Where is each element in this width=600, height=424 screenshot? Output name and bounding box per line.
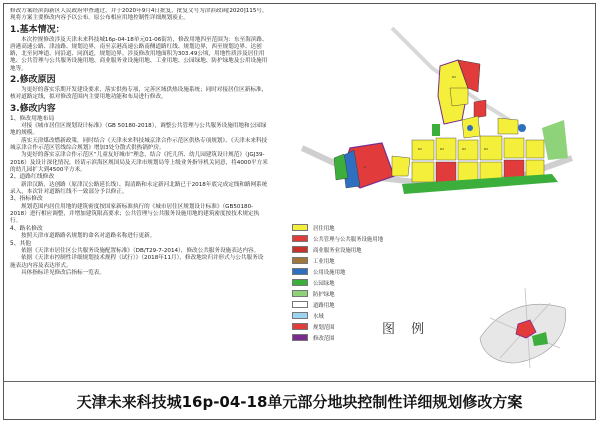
legend-label: 商业服务业设施用地 <box>313 247 362 254</box>
intro-paragraph: 修改方案经滨海新区人民政府审查通过，并于2020年9月4日批复，批复文号为津滨政函[2020]115号，现将方案主要修改内容予以公布。原公布相应用地控制性详细规划废止。 <box>10 8 268 22</box>
legend-swatch <box>292 290 308 297</box>
text-column <box>10 8 268 383</box>
legend-swatch <box>292 246 308 253</box>
legend <box>292 222 383 343</box>
legend-item <box>292 310 383 321</box>
legend-swatch <box>292 312 308 319</box>
content-paragraph: 依据《天津市控制性详细规划技术规程（试行）》（2018年11月），修改地块归并形式与公共服务设施表达内容及表达形式。 <box>10 255 264 269</box>
legend-label: 公用设施用地 <box>313 269 346 276</box>
content-list <box>10 116 268 278</box>
legend-label: 居住用地 <box>313 225 335 232</box>
basic-paragraph: 本次控规修改涉及天津未来科技城16p-04-18单元01-06街坊，修改用地四至范围为：东至海滨路、唐港高速公路、津汕路、规划边界，南至京港高速公路南侧道路红线、规划边界，西至规划边界、达创路，北至同坤道、同沿道、同润道，规划边界。涉及修改用地面积为303.49公顷，用地性质涉及居住用地、公共管理与公共服务设施用地、商业服务业设施用地、工业用地、公园绿地、防护绿地及公用设施用地等。 <box>10 36 268 72</box>
content-paragraph: 依据《天津市居住区公共服务设施配置标准》（DB/T29-7-2014），修改公共服务设施表达内容。 <box>21 248 260 255</box>
legend-item <box>292 288 383 299</box>
reason-heading: 2.修改原因 <box>10 75 56 86</box>
legend-item <box>292 277 383 288</box>
legend-item <box>292 222 383 233</box>
legend-label: 规划范围 <box>313 324 335 331</box>
legend-swatch <box>292 301 308 308</box>
content-paragraph: 规划范围内居住用地的建筑密度按国家新标准执行的《城市居住区规划设计标准》（GB50180-2018）进行相应调整，并增加建筑限高要求；公共管理与公共服务设施用地的建筑密度按技术规定执行。 <box>10 203 260 225</box>
land-use-map <box>272 8 588 216</box>
svg-text:R2: R2 <box>418 147 422 151</box>
reason-paragraph: 为更好的落实乐期开发建设要求，落实供热专项，完善区域供热设施系统；同时对接居住区新标准，核对道路定线，拟对修改范围内主要用地功能和布局进行修改。 <box>10 87 268 101</box>
content-paragraph: 落实天津煤改燃新政策，同时结合《天津未来科技城京津合作示范区供热专项规划》、《天津未来科技城京津合作示范区管线综合规划》增加3处分散式供热锅炉房。 <box>10 137 268 152</box>
content-heading: 3.修改内容 <box>10 103 56 114</box>
svg-text:R2: R2 <box>452 75 456 79</box>
content-subheading: 5、其他 <box>10 240 32 247</box>
svg-text:R2: R2 <box>484 147 488 151</box>
legend-swatch <box>292 279 308 286</box>
legend-label: 公共管理与公共服务设施用地 <box>313 236 384 243</box>
legend-swatch <box>292 235 308 242</box>
svg-text:R2: R2 <box>462 147 466 151</box>
legend-swatch <box>292 323 308 330</box>
legend-item <box>292 233 383 244</box>
content-subheading: 2、道路红线修改 <box>10 174 55 181</box>
legend-label: 防护绿地 <box>313 291 335 298</box>
basic-heading: 1.基本情况： <box>10 24 65 35</box>
legend-item <box>292 266 383 277</box>
legend-label: 水域 <box>313 313 324 320</box>
content-subheading: 1、修改用地布局 <box>10 115 55 122</box>
locator-map <box>470 278 585 373</box>
legend-title: 图 例 <box>382 322 431 337</box>
legend-item <box>292 255 383 266</box>
content-paragraph: 对接《城市居住区规划设计标准》（GB 50180-2018），调整公共管理与公共服务设施用地和公园绿地的规模。 <box>10 123 267 137</box>
legend-swatch <box>292 334 308 341</box>
legend-swatch <box>292 268 308 275</box>
legend-item <box>292 244 383 255</box>
content-paragraph: 按照天津市道路路名规划的命名对道路名称进行更新。 <box>21 233 156 240</box>
content-paragraph: 为更好的落实京津合作示范区“儿童友好城市”理念，结合《托儿所、幼儿园建筑设计规范》（JGJ39-2016）及设计深化情况，经请示滨海区规国局及天津市规划局等上级业务指导机关同意，将4000平方米的幼儿园扩大到4500平方米。 <box>10 152 268 173</box>
content-subheading: 3、指标修改 <box>10 196 43 203</box>
svg-text:R2: R2 <box>440 147 444 151</box>
legend-label: 道路用地 <box>313 302 335 309</box>
legend-swatch <box>292 224 308 231</box>
legend-label: 工业用地 <box>313 258 335 265</box>
legend-label: 修改范围 <box>313 335 335 342</box>
content-paragraph: 新津汉路、达创路（原津汉公路延长线）、海清路和永定新河北路已于2018年底完成定线和路网系统录入，本次针对道路红线不一致部分予以修正。 <box>10 181 268 196</box>
legend-swatch <box>292 257 308 264</box>
content-subheading: 4、路名修改 <box>10 225 43 232</box>
legend-label: 公园绿地 <box>313 280 335 287</box>
content-paragraph: 具体指标详见修改后指标一览表。 <box>21 269 105 276</box>
legend-item <box>292 299 383 310</box>
legend-item <box>292 332 383 343</box>
legend-item <box>292 321 383 332</box>
page-title: 天津未来科技城16p-04-18单元部分地块控制性详细规划修改方案 <box>3 381 596 420</box>
svg-text:A: A <box>364 165 367 169</box>
